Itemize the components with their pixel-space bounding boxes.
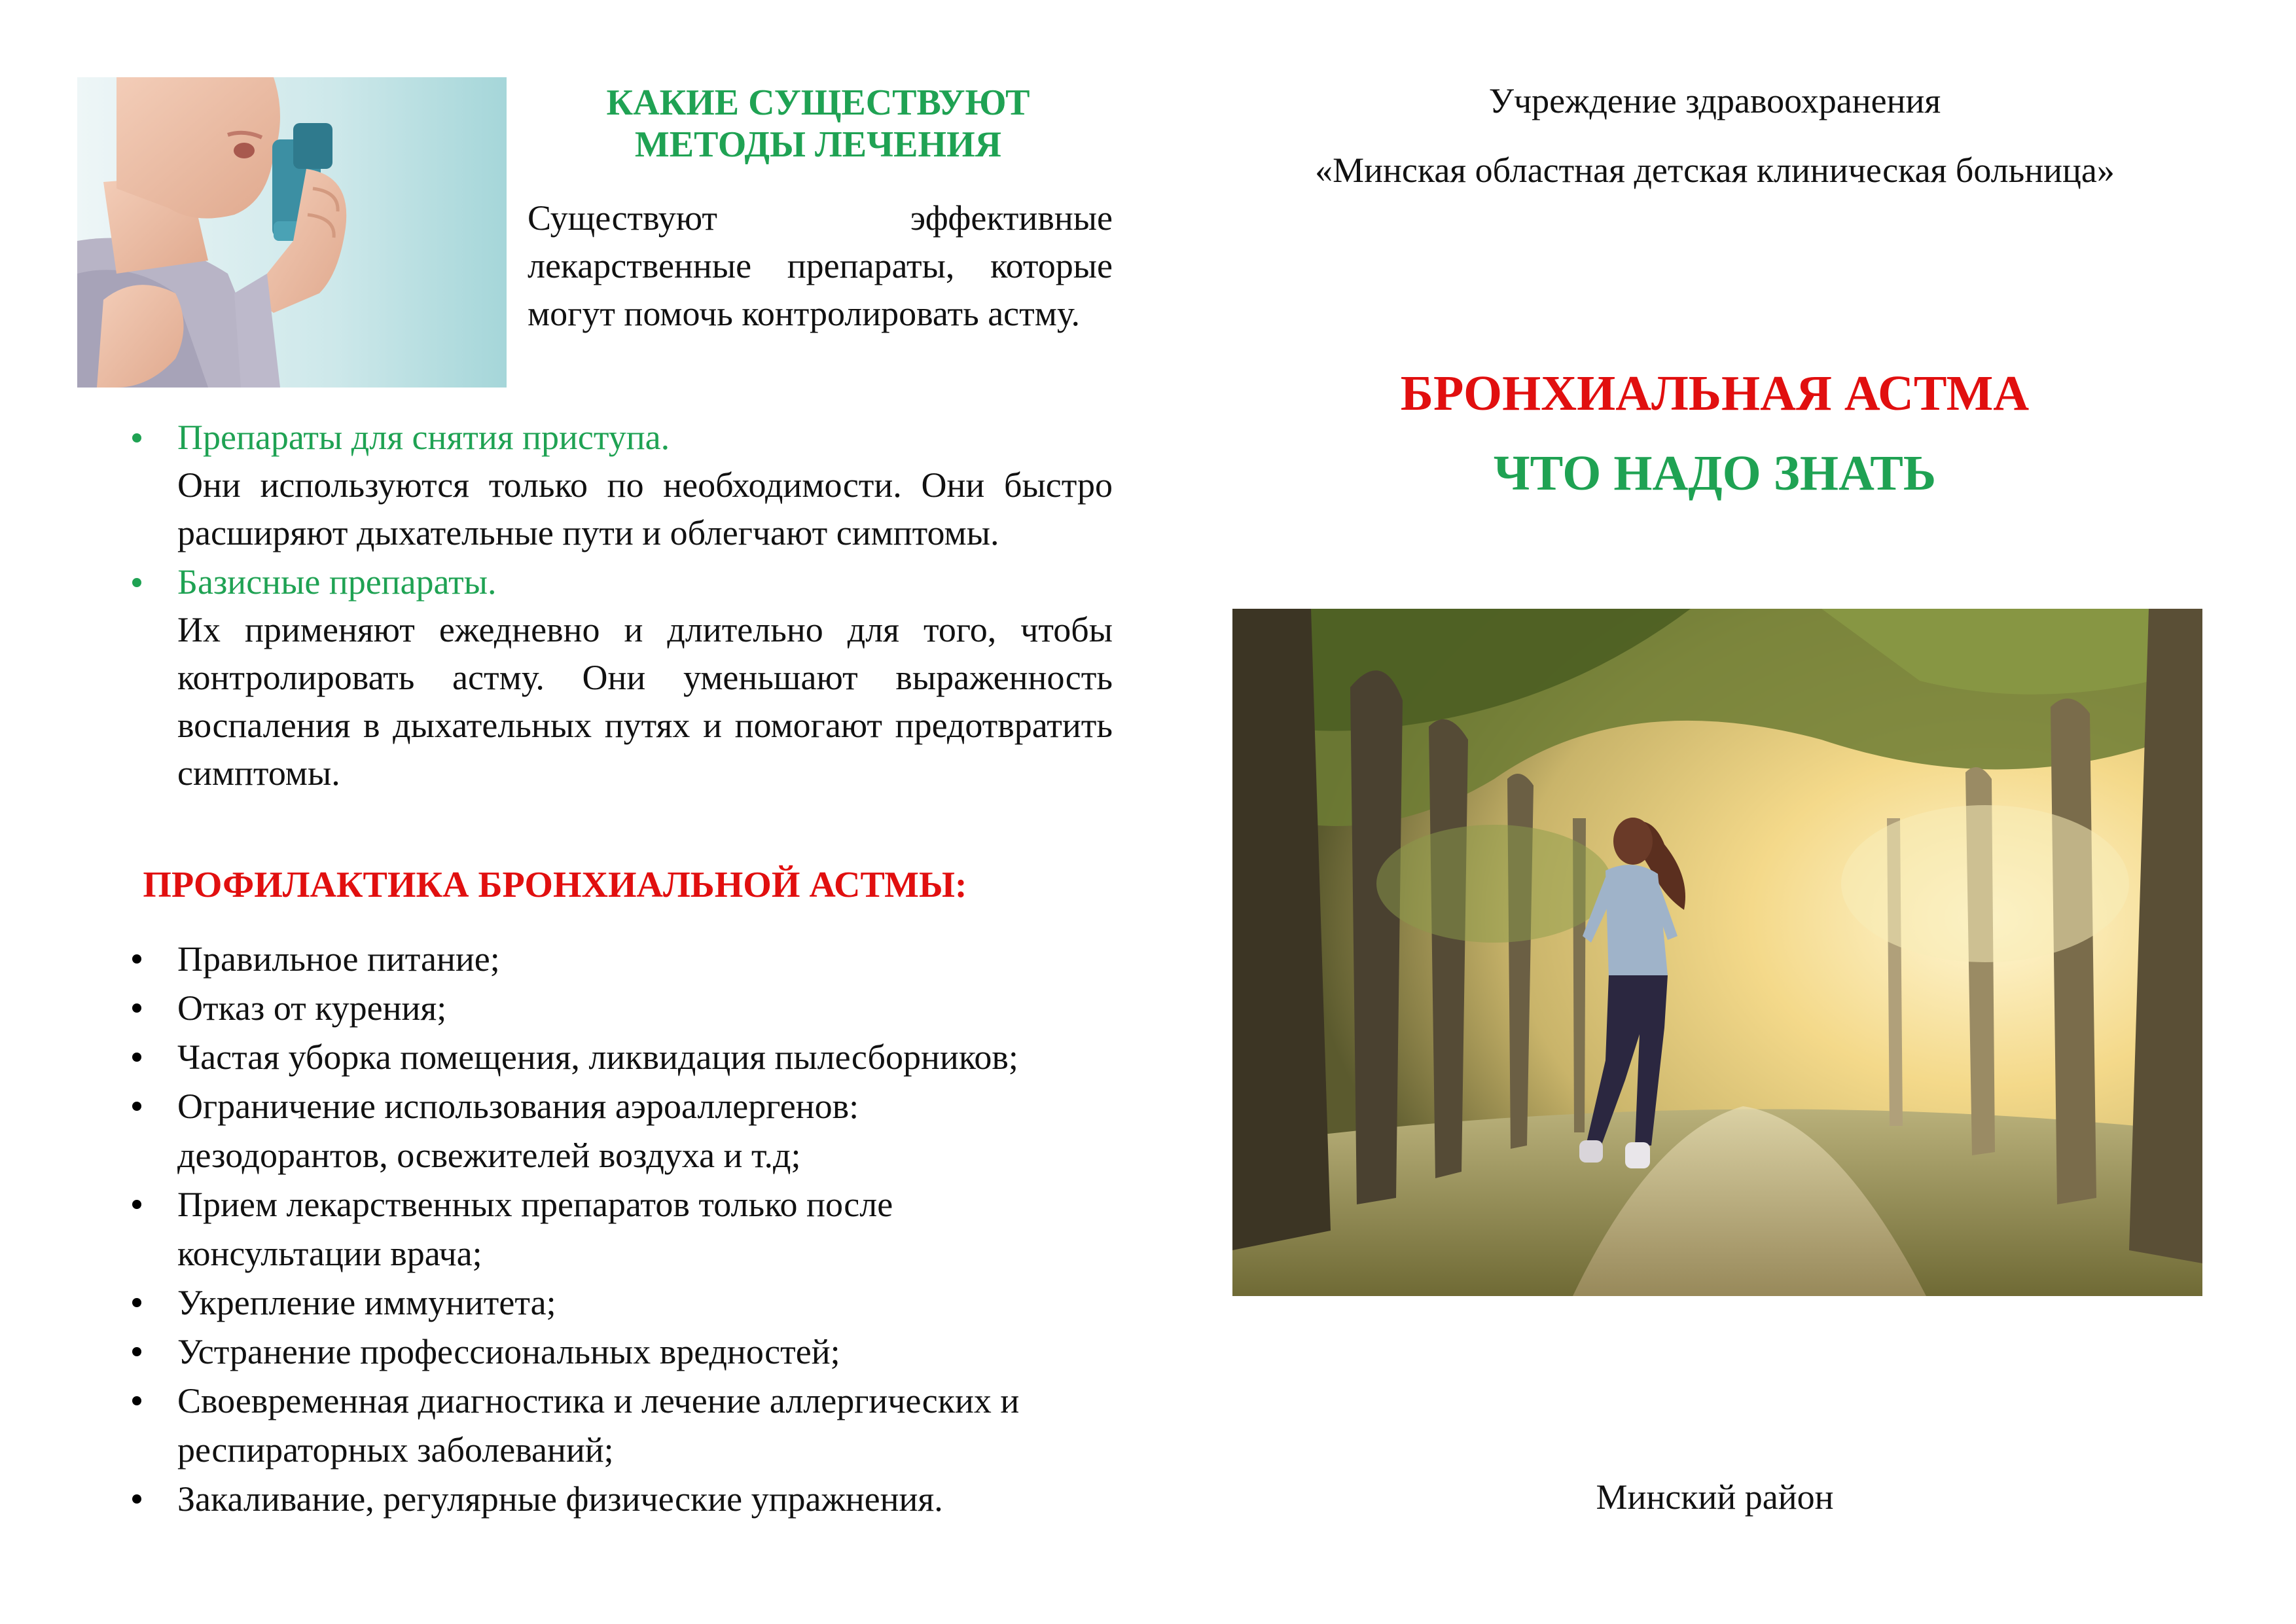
prevention-item: Устранение профессиональных вредностей;: [77, 1327, 1113, 1377]
prevention-item: Укрепление иммунитета;: [77, 1278, 1113, 1327]
prevention-item: Частая уборка помещения, ликвидация пылесборников;: [77, 1033, 1113, 1082]
treatment-item: [77, 558, 1113, 797]
treatment-list: [77, 414, 1113, 797]
leaflet-subtitle: ЧТО НАДО ЗНАТЬ: [1493, 446, 1937, 501]
treatment-intro-paragraph: Существуют эффективные лекарственные препараты, которые могут помочь контролировать астму.: [528, 198, 1113, 333]
prevention-heading: ПРОФИЛАКТИКА БРОНХИАЛЬНОЙ АСТМЫ:: [143, 865, 967, 905]
park-jogging-photo: [1232, 609, 2202, 1296]
prevention-item: Ограничение использования аэроаллергенов: дезодорантов, освежителей воздуха и т.д;: [77, 1082, 1113, 1180]
leaflet-title: БРОНХИАЛЬНАЯ АСТМА: [1400, 366, 2030, 421]
district-label: Минский район: [1596, 1477, 1834, 1517]
treatment-item-text: Их применяют ежедневно и длительно для того, чтобы контролировать астму. Они уменьшают выраженность воспаления в дыхательных путях и помогают предотвратить симптомы.: [177, 610, 1113, 793]
prevention-item: Своевременная диагностика и лечение аллергических и респираторных заболеваний;: [77, 1377, 1113, 1475]
prevention-item: Закаливание, регулярные физические упражнения.: [77, 1475, 1113, 1524]
prevention-item: Прием лекарственных препаратов только после консультации врача;: [77, 1180, 1113, 1278]
inhaler-photo: [77, 77, 507, 388]
institution-name: «Минская областная детская клиническая больница»: [1315, 151, 2115, 190]
treatment-item: [77, 414, 1113, 557]
treatment-methods-heading: [524, 82, 1113, 166]
institution-type: Учреждение здравоохранения: [1488, 81, 1941, 120]
jogging-illustration: [1232, 609, 2202, 1296]
treatment-item-text: Они используются только по необходимости. Они быстро расширяют дыхательные пути и облегчают симптомы.: [177, 465, 1113, 552]
inhaler-illustration: [77, 77, 507, 388]
treatment-methods-heading-line1: КАКИЕ СУЩЕСТВУЮТ: [606, 82, 1030, 123]
prevention-item: Отказ от курения;: [77, 984, 1113, 1033]
treatment-item-label: Базисные препараты.: [177, 562, 497, 602]
prevention-item: Правильное питание;: [77, 935, 1113, 984]
treatment-item-label: Препараты для снятия приступа.: [177, 418, 670, 457]
prevention-list: [77, 935, 1113, 1524]
treatment-methods-heading-line2: МЕТОДЫ ЛЕЧЕНИЯ: [634, 124, 1002, 165]
